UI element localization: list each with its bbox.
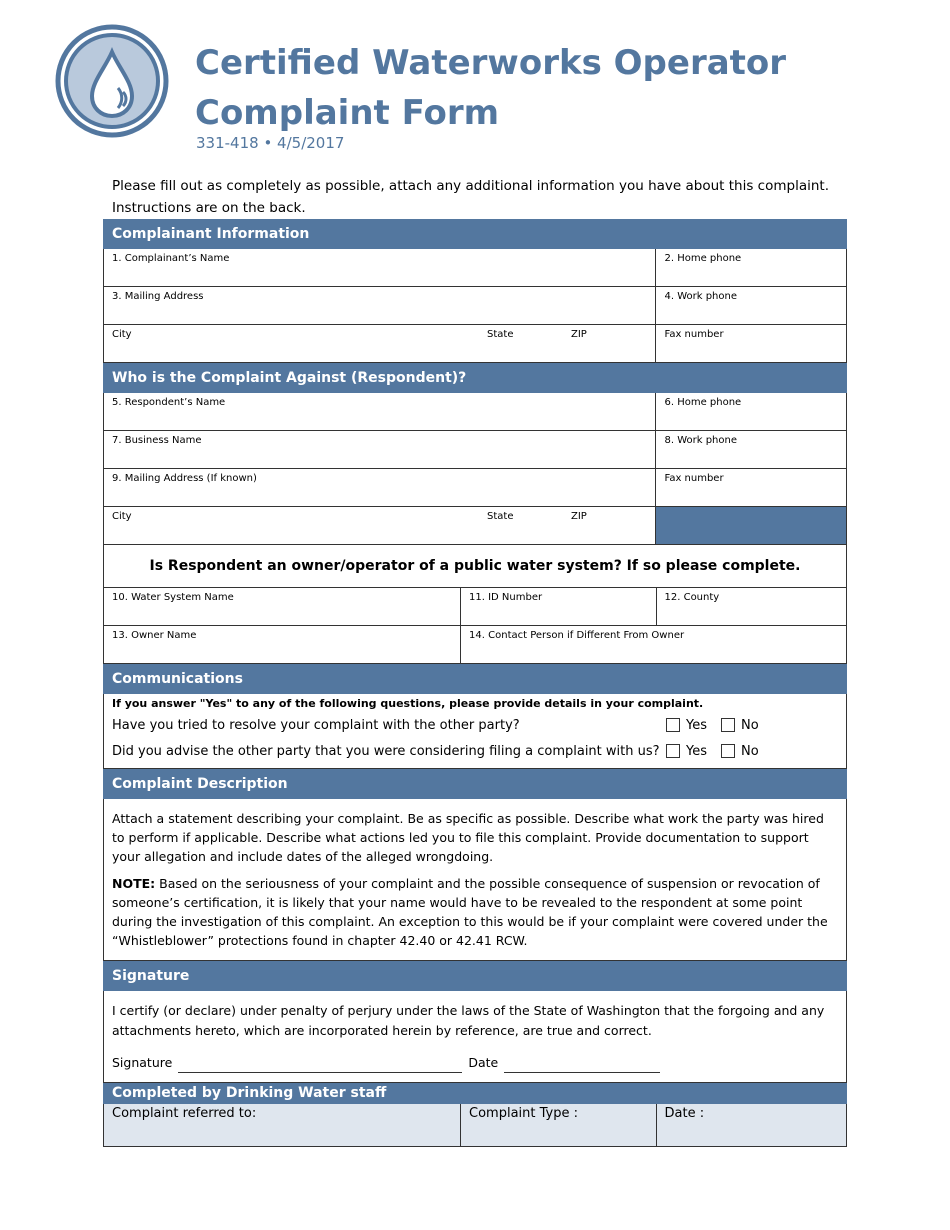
resolve-yes-checkbox[interactable]: Yes [666,718,707,733]
staff-date-field[interactable]: Date : [656,1104,847,1146]
referred-to-field[interactable]: Complaint referred to: [112,1106,257,1121]
complainant-fax-field[interactable]: Fax number [655,325,846,362]
complainant-city-field[interactable]: City State ZIP [112,329,587,340]
page-title [195,38,786,138]
complainant-state-field[interactable]: State [487,329,514,340]
respondent-row-4 [103,507,847,545]
certification-text: I certify (or declare) under penalty of perjury under the laws of the State of Washington that the forgoing and any attachments hereto, which are incorporated herein by reference, are true and correct. [112,1003,825,1038]
description-section [103,799,847,961]
owner-name-field[interactable]: 13. Owner Name [112,630,197,641]
complainant-row-1 [103,249,847,287]
section-header-signature: Signature [103,961,847,991]
respondent-business-field[interactable]: 7. Business Name [112,435,202,446]
section-header-description: Complaint Description [103,769,847,799]
water-system-question: Is Respondent an owner/operator of a public water system? If so please complete. [103,545,847,588]
signature-section [103,991,847,1083]
contact-person-field[interactable]: 14. Contact Person if Different From Owner [460,626,846,663]
checkbox-icon [666,744,680,758]
staff-row [103,1104,847,1147]
respondent-name-field[interactable]: 5. Respondent’s Name [112,397,226,408]
communications-note: If you answer "Yes" to any of the following questions, please provide details in your complaint. [112,697,704,710]
description-note: NOTE: Based on the seriousness of your complaint and the possible consequence of suspension or revocation of someone’s certification, it is likely that your name would have to be revealed to the respondent at some point during the investigation of this complaint. An exception to this would be if your complaint were covered under the “Whistleblower” protections found in chapter 42.40 or 42.41 RCW. [112,876,828,948]
signature-date-field[interactable] [504,1058,660,1073]
respondent-home-phone-field[interactable]: 6. Home phone [655,393,846,430]
respondent-zip-field[interactable]: ZIP [571,511,587,522]
complaint-type-field[interactable]: Complaint Type : [460,1104,655,1146]
title-line-1: Certified Waterworks Operator [195,43,787,83]
complainant-zip-field[interactable]: ZIP [571,329,587,340]
title-line-2: Complaint Form [195,93,500,133]
checkbox-icon [721,744,735,758]
water-system-name-field[interactable]: 10. Water System Name [112,592,234,603]
complainant-mailing-field[interactable]: 3. Mailing Address [112,291,204,302]
question-resolve: Have you tried to resolve your complaint with the other party? Yes No [112,717,759,733]
checkbox-icon [666,718,680,732]
description-text: Attach a statement describing your complaint. Be as specific as possible. Describe what work the party was hired to perform if applicable. Describe what actions led you to file this complaint. Provide documentation to support your allegation and include dates of the alleged wrongdoing. [112,811,824,864]
respondent-mailing-field[interactable]: 9. Mailing Address (If known) [112,473,257,484]
resolve-no-checkbox[interactable]: No [721,718,759,733]
complainant-work-phone-field[interactable]: 4. Work phone [655,287,846,324]
section-header-respondent: Who is the Complaint Against (Respondent)? [103,363,847,393]
communications-section [103,694,847,769]
complainant-name-field[interactable]: 1. Complainant’s Name [112,253,230,264]
complainant-row-3 [103,325,847,363]
water-system-row-1 [103,588,847,626]
checkbox-icon [721,718,735,732]
respondent-row-1 [103,393,847,431]
signature-field[interactable] [178,1058,462,1073]
signature-line: Signature Date [112,1053,838,1073]
form-number: 331-418 • 4/5/2017 [196,134,345,152]
respondent-fax-field[interactable]: Fax number [655,469,846,506]
section-header-complainant: Complainant Information [103,219,847,249]
filled-block [655,507,846,544]
complainant-row-2 [103,287,847,325]
respondent-row-3 [103,469,847,507]
advise-yes-checkbox[interactable]: Yes [666,744,707,759]
water-drop-logo [55,24,169,138]
county-field[interactable]: 12. County [656,588,847,625]
respondent-row-2 [103,431,847,469]
section-header-staff: Completed by Drinking Water staff [103,1083,847,1104]
respondent-state-field[interactable]: State [487,511,514,522]
id-number-field[interactable]: 11. ID Number [460,588,655,625]
respondent-city-field[interactable]: City State ZIP [112,511,587,522]
section-header-communications: Communications [103,664,847,694]
complaint-form [103,219,847,1147]
advise-no-checkbox[interactable]: No [721,744,759,759]
question-advise: Did you advise the other party that you were considering filing a complaint with us? Yes No [112,743,759,759]
water-system-row-2 [103,626,847,664]
complainant-home-phone-field[interactable]: 2. Home phone [655,249,846,286]
intro-text: Please fill out as completely as possible, attach any additional information you have about this complaint. Instructions are on the back. [112,178,829,216]
respondent-work-phone-field[interactable]: 8. Work phone [655,431,846,468]
